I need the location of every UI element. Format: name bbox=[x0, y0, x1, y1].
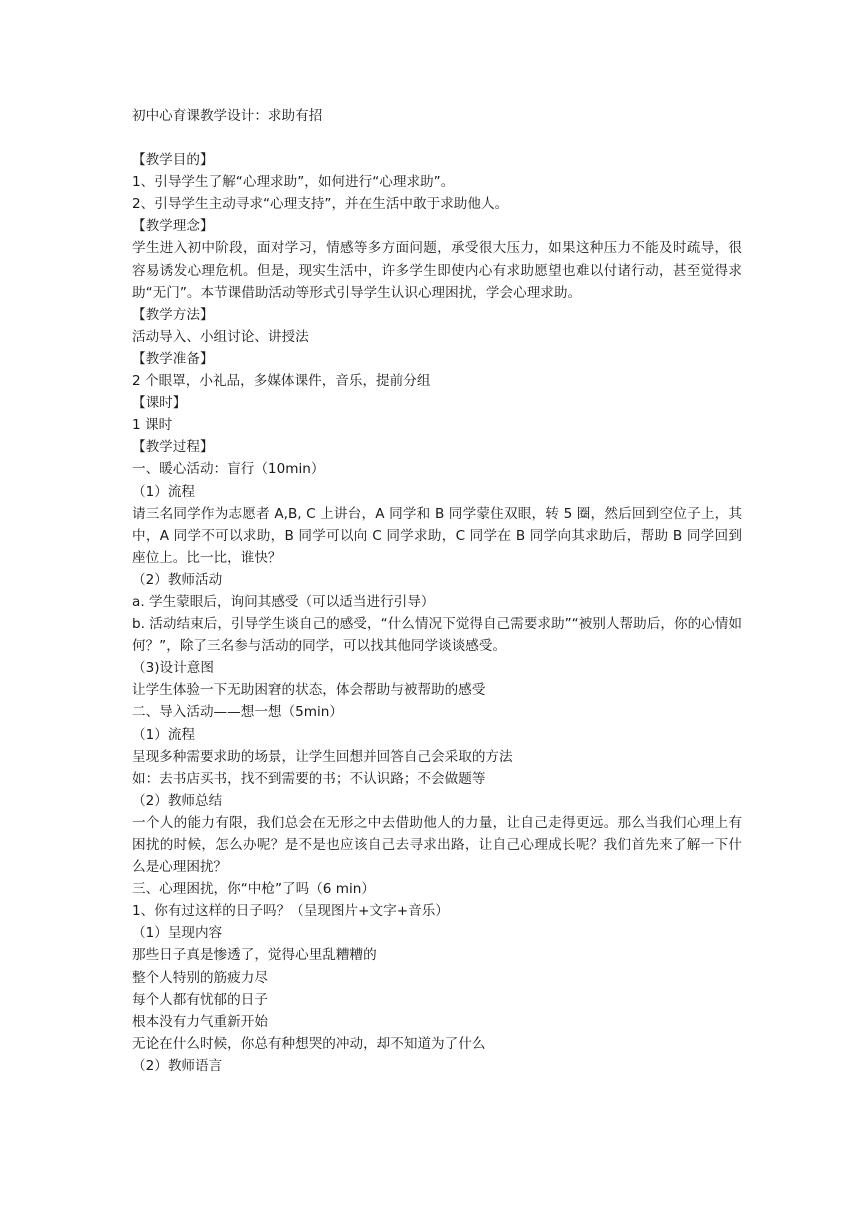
objective-2: 2、引导学生主动寻求“心理支持”，并在生活中敢于求助他人。 bbox=[132, 196, 509, 213]
heading-hours: 【课时】 bbox=[132, 395, 187, 412]
heading-objectives: 【教学目的】 bbox=[132, 152, 214, 169]
content-label: （1）呈现内容 bbox=[132, 925, 223, 942]
document-title: 初中心育课教学设计：求助有招 bbox=[132, 108, 323, 124]
paragraph-concept: 学生进入初中阶段，面对学习，情感等多方面问题，承受很大压力，如果这种压力不能及时疏导，很容易诱发心理危机。但是，现实生活中，许多学生即使内心有求助愿望也难以付诸行动，甚至觉得求助“无门”。本节课借助活动等形式引导学生认识心理困扰，学会心理求助。 bbox=[132, 240, 742, 301]
section-2-flow-label: （1）流程 bbox=[132, 726, 196, 743]
design-intent-text: 让学生体验一下无助困窘的状态，体会帮助与被帮助的感受 bbox=[132, 682, 486, 699]
section-3-title: 三、心理困扰，你“中枪”了吗（6 min） bbox=[132, 881, 376, 898]
heading-preparation: 【教学准备】 bbox=[132, 350, 214, 367]
paragraph-flow: 请三名同学作为志愿者 A,B, C 上讲台，A 同学和 B 同学蒙住双眼，转 5 圈，然后回到空位子上，其中，A 同学不可以求助，B 同学可以向 C 同学求助，C 同学在 B 同学向其求助后，帮助 B 同学回到座位上。比一比，谁快？ bbox=[132, 505, 742, 566]
hours-text: 1 课时 bbox=[132, 417, 173, 434]
content-line-3: 每个人都有忧郁的日子 bbox=[132, 991, 268, 1008]
heading-process: 【教学过程】 bbox=[132, 439, 214, 456]
teacher-summary-label: （2）教师总结 bbox=[132, 792, 223, 809]
section-3-sub-1: 1、你有过这样的日子吗？（呈现图片+文字+音乐） bbox=[132, 903, 449, 920]
teacher-activity-a: a. 学生蒙眼后，询问其感受（可以适当进行引导） bbox=[132, 593, 435, 610]
paragraph-summary: 一个人的能力有限，我们总会在无形之中去借助他人的力量，让自己走得更远。那么当我们心理上有困扰的时候，怎么办呢？是不是也应该自己去寻求出路，让自己心理成长呢？我们首先来了解一下什么是心理困扰？ bbox=[132, 814, 742, 876]
heading-concept: 【教学理念】 bbox=[132, 218, 214, 235]
objective-1: 1、引导学生了解“心理求助”，如何进行“心理求助”。 bbox=[132, 174, 455, 191]
section-1-title: 一、暖心活动：盲行（10min） bbox=[132, 461, 325, 478]
content-line-5: 无论在什么时候，你总有种想哭的冲动，却不知道为了什么 bbox=[132, 1035, 486, 1052]
design-intent-label: （3)设计意图 bbox=[132, 660, 214, 677]
teacher-activity-b: b. 活动结束后，引导学生谈自己的感受，“什么情况下觉得自己需要求助”“被别人帮助后，你的心情如何？”，除了三名参与活动的同学，可以找其他同学谈谈感受。 bbox=[132, 616, 742, 655]
content-line-2: 整个人特别的筋疲力尽 bbox=[132, 969, 268, 986]
teacher-activity-label: （2）教师活动 bbox=[132, 571, 223, 588]
methods-text: 活动导入、小组讨论、讲授法 bbox=[132, 328, 309, 345]
teacher-language-label: （2）教师语言 bbox=[132, 1057, 223, 1074]
section-2-flow-text: 呈现多种需要求助的场景，让学生回想并回答自己会采取的方法 bbox=[132, 748, 513, 765]
preparation-text: 2 个眼罩，小礼品，多媒体课件，音乐，提前分组 bbox=[132, 373, 431, 390]
content-line-4: 根本没有力气重新开始 bbox=[132, 1013, 268, 1030]
section-2-example: 如：去书店买书，找不到需要的书；不认识路；不会做题等 bbox=[132, 770, 486, 787]
content-line-1: 那些日子真是惨透了，觉得心里乱糟糟的 bbox=[132, 947, 377, 964]
section-2-title: 二、导入活动——想一想（5min） bbox=[132, 704, 344, 721]
heading-methods: 【教学方法】 bbox=[132, 306, 214, 323]
document-body bbox=[132, 105, 742, 1077]
section-1-flow-label: （1）流程 bbox=[132, 483, 196, 500]
